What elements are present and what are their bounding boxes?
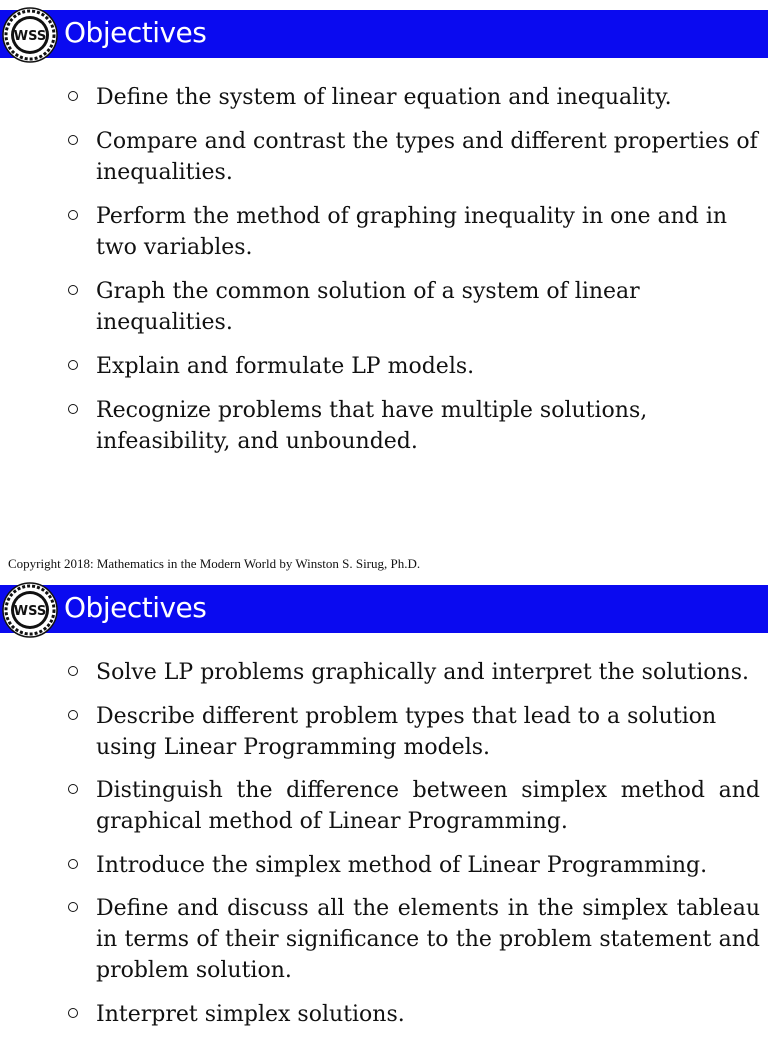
- title-bar: [0, 10, 768, 58]
- list-item: [0, 893, 768, 986]
- bullet-icon: [68, 859, 78, 869]
- list-item: [0, 82, 768, 113]
- list-item-text: Define and discuss all the elements in the simplex tableau in terms of their significance to the problem statement and problem solution.: [96, 896, 760, 983]
- list-item: [0, 657, 768, 688]
- bullet-icon: [68, 91, 78, 101]
- list-item-text: Distinguish the difference between simplex method and graphical method of Linear Programming.: [96, 778, 760, 834]
- wss-logo-icon: [2, 582, 58, 638]
- list-item: [0, 701, 768, 763]
- bullet-icon: [68, 360, 78, 370]
- list-item-text: Explain and formulate LP models.: [96, 354, 475, 379]
- list-item: [0, 850, 768, 881]
- slide-title: Objectives: [64, 591, 207, 624]
- bullet-icon: [68, 784, 78, 794]
- objectives-list: [0, 82, 768, 470]
- list-item-text: Perform the method of graphing inequality in one and in two variables.: [96, 204, 728, 260]
- list-item: [0, 201, 768, 263]
- objectives-list: [0, 657, 768, 1042]
- list-item: [0, 999, 768, 1030]
- bullet-icon: [68, 404, 78, 414]
- copyright-text: Copyright 2018: Mathematics in the Modern World by Winston S. Sirug, Ph.D.: [8, 556, 421, 571]
- list-item-text: Introduce the simplex method of Linear Programming.: [96, 852, 708, 878]
- list-item: [0, 351, 768, 382]
- list-item-text: Describe different problem types that lead to a solution using Linear Programming models.: [96, 703, 717, 760]
- list-item-text: Solve LP problems graphically and interpret the solutions.: [96, 660, 749, 685]
- wss-logo-icon: [2, 7, 58, 63]
- bullet-icon: [68, 710, 78, 720]
- list-item-text: Compare and contrast the types and different properties of inequalities.: [96, 129, 758, 185]
- bullet-icon: [68, 135, 78, 145]
- slide-2: [0, 575, 768, 1027]
- bullet-icon: [68, 666, 78, 676]
- logo-text: WSS: [13, 604, 47, 619]
- title-bar: [0, 585, 768, 633]
- list-item-text: Graph the common solution of a system of linear inequalities.: [96, 279, 640, 335]
- list-item: [0, 126, 768, 188]
- list-item-text: Interpret simplex solutions.: [96, 1001, 405, 1027]
- bullet-icon: [68, 285, 78, 295]
- list-item: [0, 395, 768, 457]
- slide-title: Objectives: [64, 16, 207, 49]
- list-item: [0, 775, 768, 837]
- bullet-icon: [68, 902, 78, 912]
- logo-text: WSS: [13, 29, 47, 44]
- bullet-icon: [68, 1008, 78, 1018]
- bullet-icon: [68, 210, 78, 220]
- list-item: [0, 276, 768, 338]
- list-item-text: Recognize problems that have multiple solutions, infeasibility, and unbounded.: [96, 398, 648, 454]
- list-item-text: Define the system of linear equation and inequality.: [96, 85, 672, 110]
